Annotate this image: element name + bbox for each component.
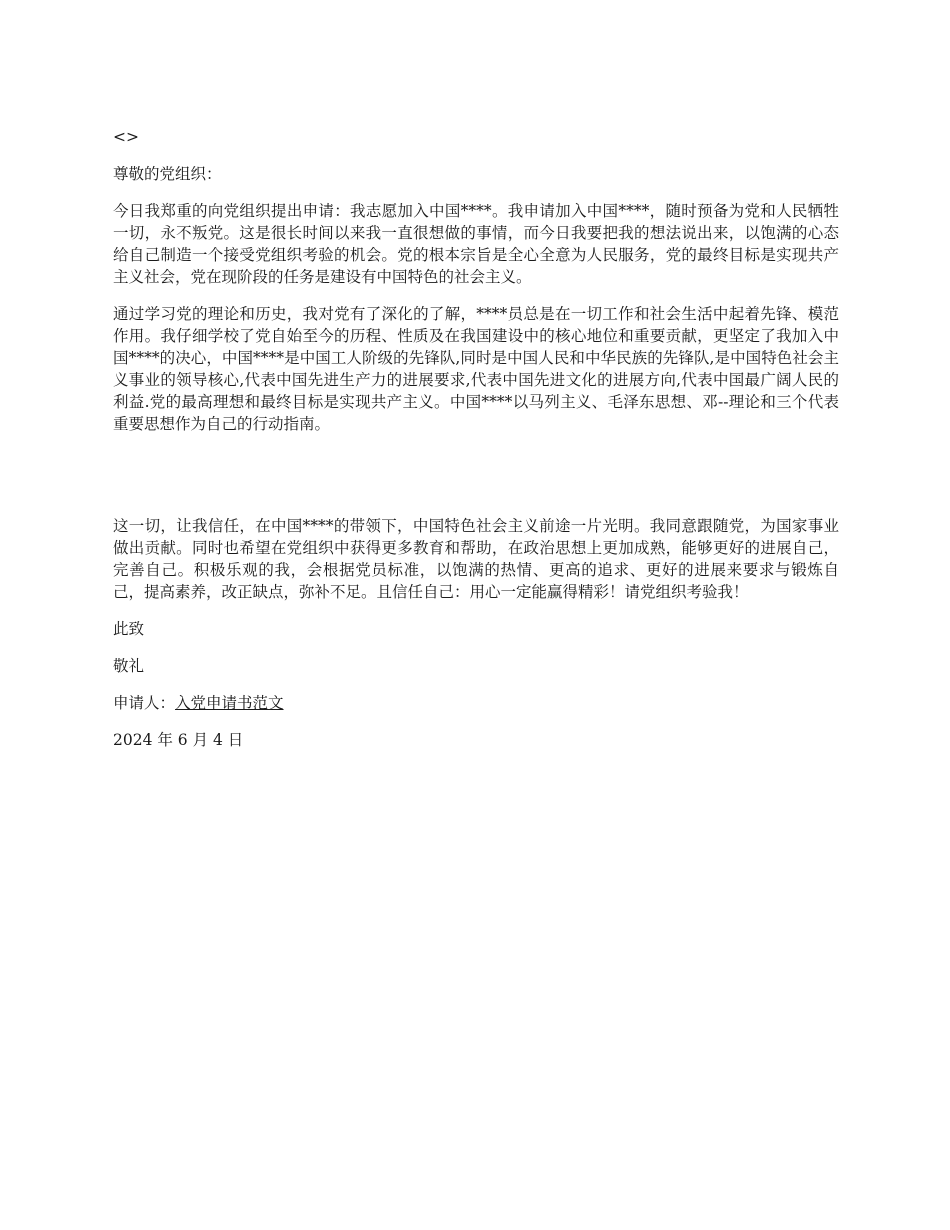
salutation: 尊敬的党组织： bbox=[113, 165, 222, 183]
closing-line-1: 此致 bbox=[113, 620, 145, 638]
body-paragraph-1: 今日我郑重的向党组织提出申请：我志愿加入中国****。我申请加入中国****，随时预备为党和人民牺牲一切，永不叛党。这是很长时间以来我一直很想做的事情，而今日我要把我的想法说出来，以饱满的心态给自己制造一个接受党组织考验的机会。党的根本宗旨是全心全意为人民服务，党的最终目标是实现共产主义社会，党在现阶段的任务是建设有中国特色的社会主义。 bbox=[113, 202, 839, 286]
date-line: 2024 年 6 月 4 日 bbox=[113, 731, 244, 749]
closing-line-2: 敬礼 bbox=[113, 657, 145, 675]
applicant-name: 入党申请书范文 bbox=[175, 694, 284, 712]
body-paragraph-3: 这一切，让我信任，在中国****的带领下，中国特色社会主义前途一片光明。我同意跟随党，为国家事业做出贡献。同时也希望在党组织中获得更多教育和帮助，在政治思想上更加成熟，能够更好的进展自己，完善自己。积极乐观的我，会根据党员标准，以饱满的热情、更高的追求、更好的进展来要求与锻炼自己，提高素养，改正缺点，弥补不足。且信任自己：用心一定能赢得精彩！请党组织考验我！ bbox=[113, 517, 839, 601]
blank-space bbox=[113, 450, 839, 515]
applicant-label: 申请人： bbox=[113, 694, 176, 712]
applicant-line bbox=[113, 692, 839, 714]
document-page bbox=[113, 126, 839, 766]
body-paragraph-2: 通过学习党的理论和历史，我对党有了深化的了解，****员总是在一切工作和社会生活中起着先锋、模范作用。我仔细学校了党自始至今的历程、性质及在我国建设中的核心地位和重要贡献，更坚定了我加入中国****的决心，中国****是中国工人阶级的先锋队,同时是中国人民和中华民族的先锋队,是中国特色社会主义事业的领导核心,代表中国先进生产力的进展要求,代表中国先进文化的进展方向,代表中国最广阔人民的利益.党的最高理想和最终目标是实现共产主义。中国****以马列主义、毛泽东思想、邓--理论和三个代表重要思想作为自己的行动指南。 bbox=[113, 305, 839, 433]
header-marker: <> bbox=[113, 128, 139, 146]
